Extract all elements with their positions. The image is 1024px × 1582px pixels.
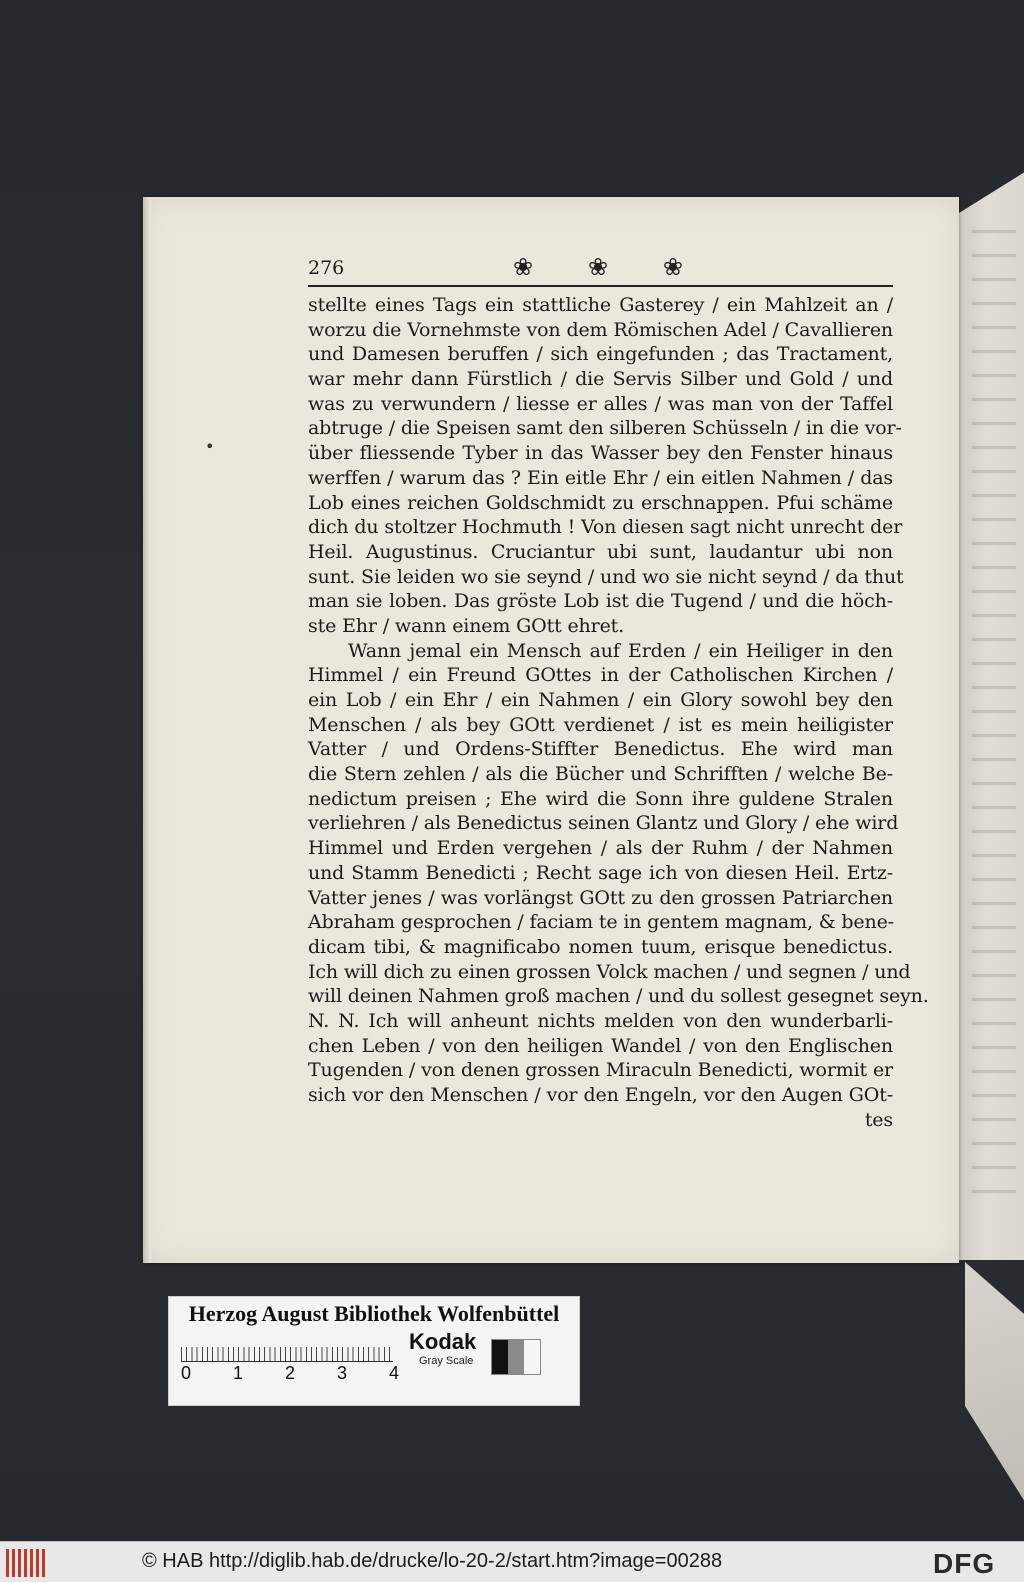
text-line: will deinen Nahmen groß machen / und du sollest gesegnet seyn. (308, 985, 929, 1008)
catchword: tes (864, 1108, 893, 1131)
text-line: ste Ehr / wann einem GOtt ehret. (308, 614, 625, 637)
text-line: dich du stoltzer Hochmuth ! Von diesen sagt nicht unrecht der (308, 516, 903, 539)
text-line: Lob eines reichen Goldschmidt zu erschnappen. Pfui schäme (308, 491, 893, 514)
text-line: Abraham gesprochen / faciam te in gentem magnam, & bene- (308, 911, 894, 934)
text-line: Wann jemal ein Mensch auf Erden / ein Heiliger in den (348, 639, 893, 662)
text-line: über fliessende Tyber in das Wasser bey den Fenster hinaus (308, 442, 893, 465)
ruler-number: 0 (181, 1363, 192, 1383)
text-line: stellte eines Tags ein stattliche Gasterey / ein Mahlzeit an / (308, 294, 893, 316)
ornament-icon: ❀ (662, 253, 683, 281)
gray-swatches (491, 1339, 541, 1375)
text-line: dicam tibi, & magnificabo nomen tuum, erisque benedictus. (308, 935, 893, 958)
text-line: und Damesen beruffen / sich eingefunden ; das Tractament, (308, 343, 893, 366)
ruler-number: 2 (285, 1363, 296, 1383)
ornament-icon: ❀ (587, 253, 609, 281)
text-line: Tugenden / von denen grossen Miraculn Benedicti, wormit er (308, 1059, 893, 1082)
text-line: Himmel und Erden vergehen / als der Ruhm / der Nahmen (308, 837, 893, 860)
page-number: 276 (308, 257, 345, 279)
ruler-number: 1 (233, 1363, 244, 1383)
text-line: Himmel / ein Freund GOttes in der Catholischen Kirchen / (308, 664, 893, 687)
adjacent-page (958, 170, 1024, 1260)
text-line: abtruge / die Speisen samt den silberen Schüsseln / in die vor- (308, 417, 902, 440)
text-line: sich vor den Menschen / vor den Engeln, vor den Augen GOt- (308, 1084, 893, 1106)
dfg-logo[interactable]: DFG (933, 1548, 996, 1579)
swatch (492, 1340, 508, 1374)
text-line: war mehr dann Fürstlich / die Servis Silber und Gold / und (308, 368, 893, 391)
text-line: sunt. Sie leiden wo sie seynd / und wo sie nicht seynd / da thut (308, 565, 904, 588)
kodak-logo: Kodak (409, 1329, 477, 1354)
ornament-icon: ❀ (513, 253, 534, 281)
swatch (508, 1340, 524, 1374)
text-line: worzu die Vornehmste von dem Römischen Adel / Cavallieren (308, 318, 893, 341)
text-line: Vatter / und Ordens-Stiffter Benedictus. Ehe wird man (308, 738, 893, 761)
page-text (308, 293, 929, 1132)
text-line: Ich will dich zu einen grossen Volck machen / und segnen / und (308, 960, 911, 983)
text-line: Menschen / als bey GOtt verdienet / ist es mein heiligister (308, 713, 893, 736)
text-line: nedictum preisen ; Ehe wird die Sonn ihre guldene Stralen (308, 787, 893, 810)
footer-bar (0, 1541, 1024, 1582)
text-line: werffen / warum das ? Ein eitle Ehr / ein eitlen Nahmen / das (308, 466, 893, 489)
gray-scale-label: Gray Scale (419, 1355, 474, 1367)
source-url[interactable]: © HAB http://diglib.hab.de/drucke/lo-20-2/start.htm?image=00288 (142, 1550, 723, 1572)
text-line: Vatter jenes / was vorlängst GOtt zu den grossen Patriarchen (308, 886, 893, 909)
ruler-numbers (179, 1363, 419, 1383)
ruler-number: 4 (389, 1363, 400, 1383)
text-line: was zu verwundern / liesse er alles / was man von der Taffel (308, 392, 893, 415)
header-ornaments (513, 253, 683, 281)
hab-logo-icon[interactable] (6, 1549, 46, 1577)
text-line: ein Lob / ein Ehr / ein Nahmen / ein Glory sowohl bey den (308, 689, 893, 711)
text-line: chen Leben / von den heiligen Wandel / von den Englischen (308, 1034, 893, 1057)
ruler (181, 1335, 393, 1362)
text-line: und Stamm Benedicti ; Recht sage ich von diesen Heil. Ertz- (308, 861, 893, 884)
page-header (308, 255, 893, 287)
adjacent-sheet (965, 1262, 1024, 1502)
swatch (524, 1340, 540, 1374)
color-card (168, 1296, 580, 1406)
ruler-number: 3 (337, 1363, 348, 1383)
library-name: Herzog August Bibliothek Wolfenbüttel (188, 1301, 560, 1326)
text-line: die Stern zehlen / als die Bücher und Schrifften / welche Be- (308, 763, 893, 786)
text-line: man sie loben. Das gröste Lob ist die Tugend / und die höch- (308, 590, 893, 613)
text-line: N. N. Ich will anheunt nichts melden von den wunderbarli- (308, 1009, 893, 1032)
text-line: Heil. Augustinus. Cruciantur ubi sunt, laudantur ubi non (308, 540, 893, 563)
text-line: verliehren / als Benedictus seinen Glantz und Glory / ehe wird (308, 812, 899, 835)
margin-mark: • (205, 437, 215, 456)
book-page (143, 197, 959, 1263)
